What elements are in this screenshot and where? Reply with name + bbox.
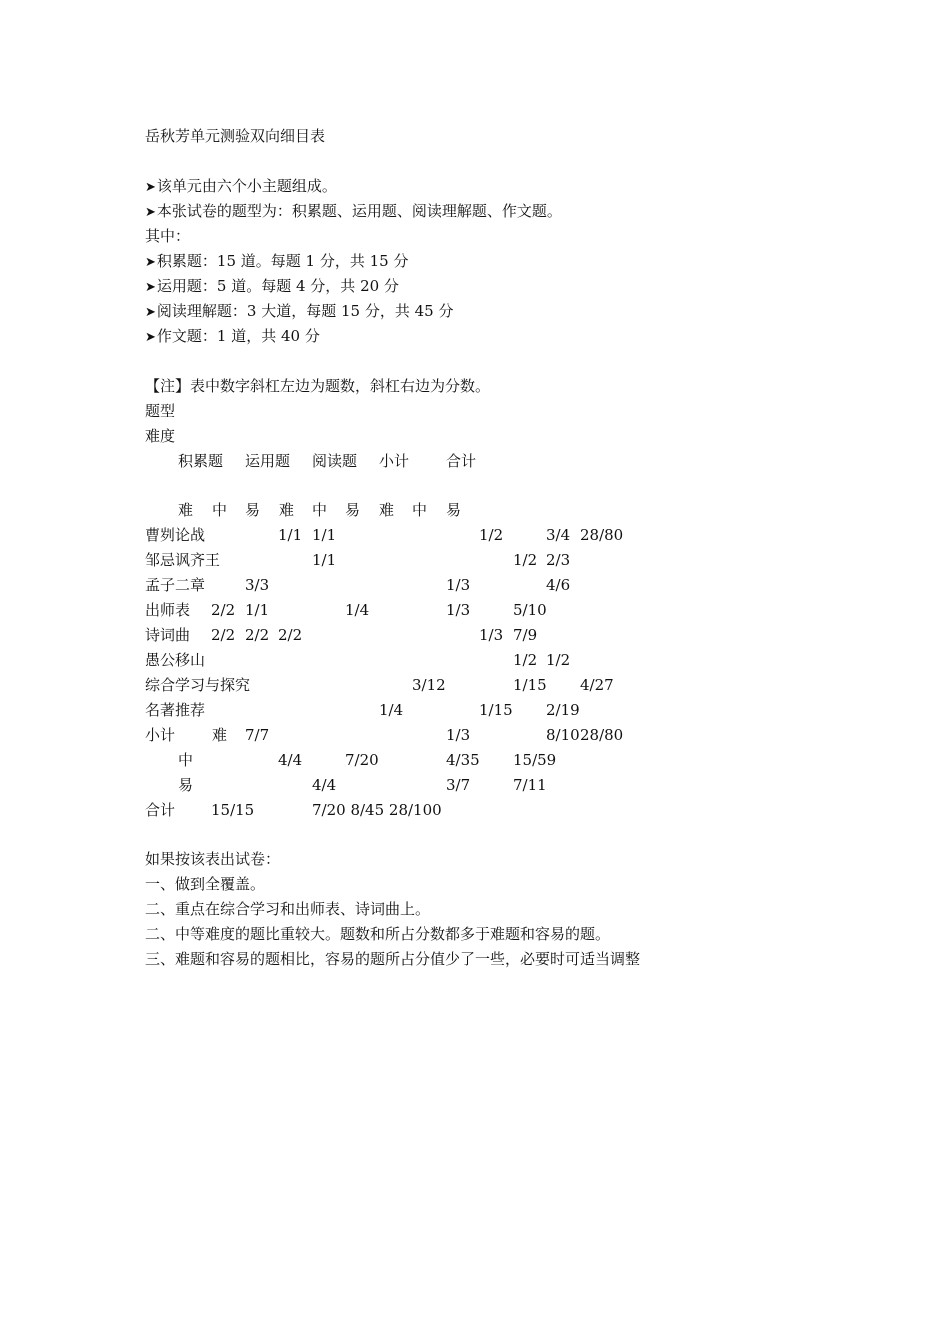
conclusion-line: 二、重点在综合学习和出师表、诗词曲上。 (145, 900, 431, 918)
table-row-label: 小计 (145, 726, 176, 744)
table-cell: 2/2 (211, 601, 236, 619)
intro-text: 该单元由六个小主题组成。 (156, 177, 337, 195)
table-subheader-cell: 难 (379, 501, 395, 519)
table-row-label: 综合学习与探究 (145, 676, 251, 694)
table-cell: 1/1 (312, 526, 337, 544)
table-cell: 4/4 (278, 751, 303, 769)
table-cell: 2/3 (546, 551, 571, 569)
table-cell: 1/1 (278, 526, 303, 544)
table-note: 【注】表中数字斜杠左边为题数，斜杠右边为分数。 (145, 377, 491, 395)
table-subheader-cell: 易 (245, 501, 261, 519)
table-cell: 28/80 (580, 526, 624, 544)
table-cell: 2/19 (546, 701, 580, 719)
table-cell: 1/2 (513, 651, 538, 669)
table-subheader-cell: 中 (412, 501, 428, 519)
table-header-cell: 阅读题 (312, 452, 358, 470)
table-cell: 1/15 (479, 701, 513, 719)
conclusion-line: 如果按该表出试卷： (145, 850, 281, 868)
table-cell: 15/59 (513, 751, 557, 769)
table-header-cell: 小计 (379, 452, 410, 470)
table-cell: 7/11 (513, 776, 547, 794)
intro-text: 作文题：1 道，共 40 分 (156, 327, 320, 345)
table-difficulty-label: 难度 (145, 427, 176, 445)
table-cell: 2/2 (211, 626, 236, 644)
table-cell: 5/10 (513, 601, 547, 619)
conclusion-line: 三、难题和容易的题相比，容易的题所占分值少了一些，必要时可适当调整 (145, 950, 641, 968)
table-cell: 4/6 (546, 576, 571, 594)
table-row-label: 出师表 (145, 601, 191, 619)
table-cell: 3/12 (412, 676, 446, 694)
table-subheader-cell: 中 (312, 501, 328, 519)
table-cell: 1/3 (446, 726, 471, 744)
table-header-cell: 积累题 (178, 452, 224, 470)
table-row-label: 诗词曲 (145, 626, 191, 644)
table-cell: 7/9 (513, 626, 538, 644)
table-row-label: 愚公移山 (145, 651, 206, 669)
table-cell: 28/80 (580, 726, 624, 744)
table-cell: 1/1 (312, 551, 337, 569)
table-subheader-cell: 中 (212, 501, 228, 519)
intro-line (145, 201, 562, 221)
table-row-label: 合计 (145, 801, 176, 819)
table-row-label: 曹刿论战 (145, 526, 206, 544)
bullet-arrow-icon: ➤ (145, 255, 156, 270)
table-cell: 1/15 (513, 676, 547, 694)
table-cell: 4/27 (580, 676, 614, 694)
table-subheader-cell: 易 (345, 501, 361, 519)
table-cell: 7/20 (345, 751, 379, 769)
table-cell: 1/2 (513, 551, 538, 569)
table-header-cell: 合计 (446, 452, 477, 470)
intro-line (145, 251, 408, 271)
intro-line (145, 301, 453, 321)
table-row-label: 孟子二章 (145, 576, 206, 594)
table-cell: 1/3 (446, 601, 471, 619)
table-row-label: 名著推荐 (145, 701, 206, 719)
table-cell: 4/4 (312, 776, 337, 794)
table-subheader-cell: 难 (178, 501, 194, 519)
table-cell: 1/3 (446, 576, 471, 594)
table-cell: 中 (178, 751, 194, 769)
table-cell: 7/20 8/45 28/100 (312, 801, 442, 819)
table-cell: 8/10 (546, 726, 580, 744)
intro-line (145, 326, 320, 346)
intro-text: 阅读理解题：3 大道，每题 15 分，共 45 分 (156, 302, 454, 320)
intro-text: 其中： (145, 227, 191, 245)
intro-line (145, 226, 190, 246)
bullet-arrow-icon: ➤ (145, 180, 156, 195)
table-cell: 1/2 (479, 526, 504, 544)
bullet-arrow-icon: ➤ (145, 205, 156, 220)
table-cell: 1/4 (345, 601, 370, 619)
intro-text: 运用题：5 道。每题 4 分，共 20 分 (156, 277, 399, 295)
table-cell: 3/7 (446, 776, 471, 794)
table-cell: 2/2 (278, 626, 303, 644)
table-cell: 15/15 (211, 801, 255, 819)
bullet-arrow-icon: ➤ (145, 330, 156, 345)
conclusion-line: 二、中等难度的题比重较大。题数和所占分数都多于难题和容易的题。 (145, 925, 611, 943)
table-cell: 4/35 (446, 751, 480, 769)
table-cell: 7/7 (245, 726, 270, 744)
table-cell: 1/3 (479, 626, 504, 644)
document-title: 岳秋芳单元测验双向细目表 (145, 127, 326, 145)
table-type-label: 题型 (145, 402, 176, 420)
table-subheader-cell: 难 (279, 501, 295, 519)
intro-line (145, 276, 399, 296)
bullet-arrow-icon: ➤ (145, 280, 156, 295)
table-row-label: 邹忌讽齐王 (145, 551, 221, 569)
table-cell: 1/4 (379, 701, 404, 719)
intro-line (145, 176, 337, 196)
table-subheader-cell: 易 (446, 501, 462, 519)
intro-text: 积累题：15 道。每题 1 分，共 15 分 (156, 252, 409, 270)
intro-text: 本张试卷的题型为：积累题、运用题、阅读理解题、作文题。 (156, 202, 562, 220)
conclusion-line: 一、做到全覆盖。 (145, 875, 266, 893)
table-cell: 1/1 (245, 601, 270, 619)
table-cell: 易 (178, 776, 194, 794)
table-cell: 3/3 (245, 576, 270, 594)
table-cell: 难 (212, 726, 228, 744)
table-cell: 1/2 (546, 651, 571, 669)
table-cell: 3/4 (546, 526, 571, 544)
table-cell: 2/2 (245, 626, 270, 644)
table-header-cell: 运用题 (245, 452, 291, 470)
bullet-arrow-icon: ➤ (145, 305, 156, 320)
